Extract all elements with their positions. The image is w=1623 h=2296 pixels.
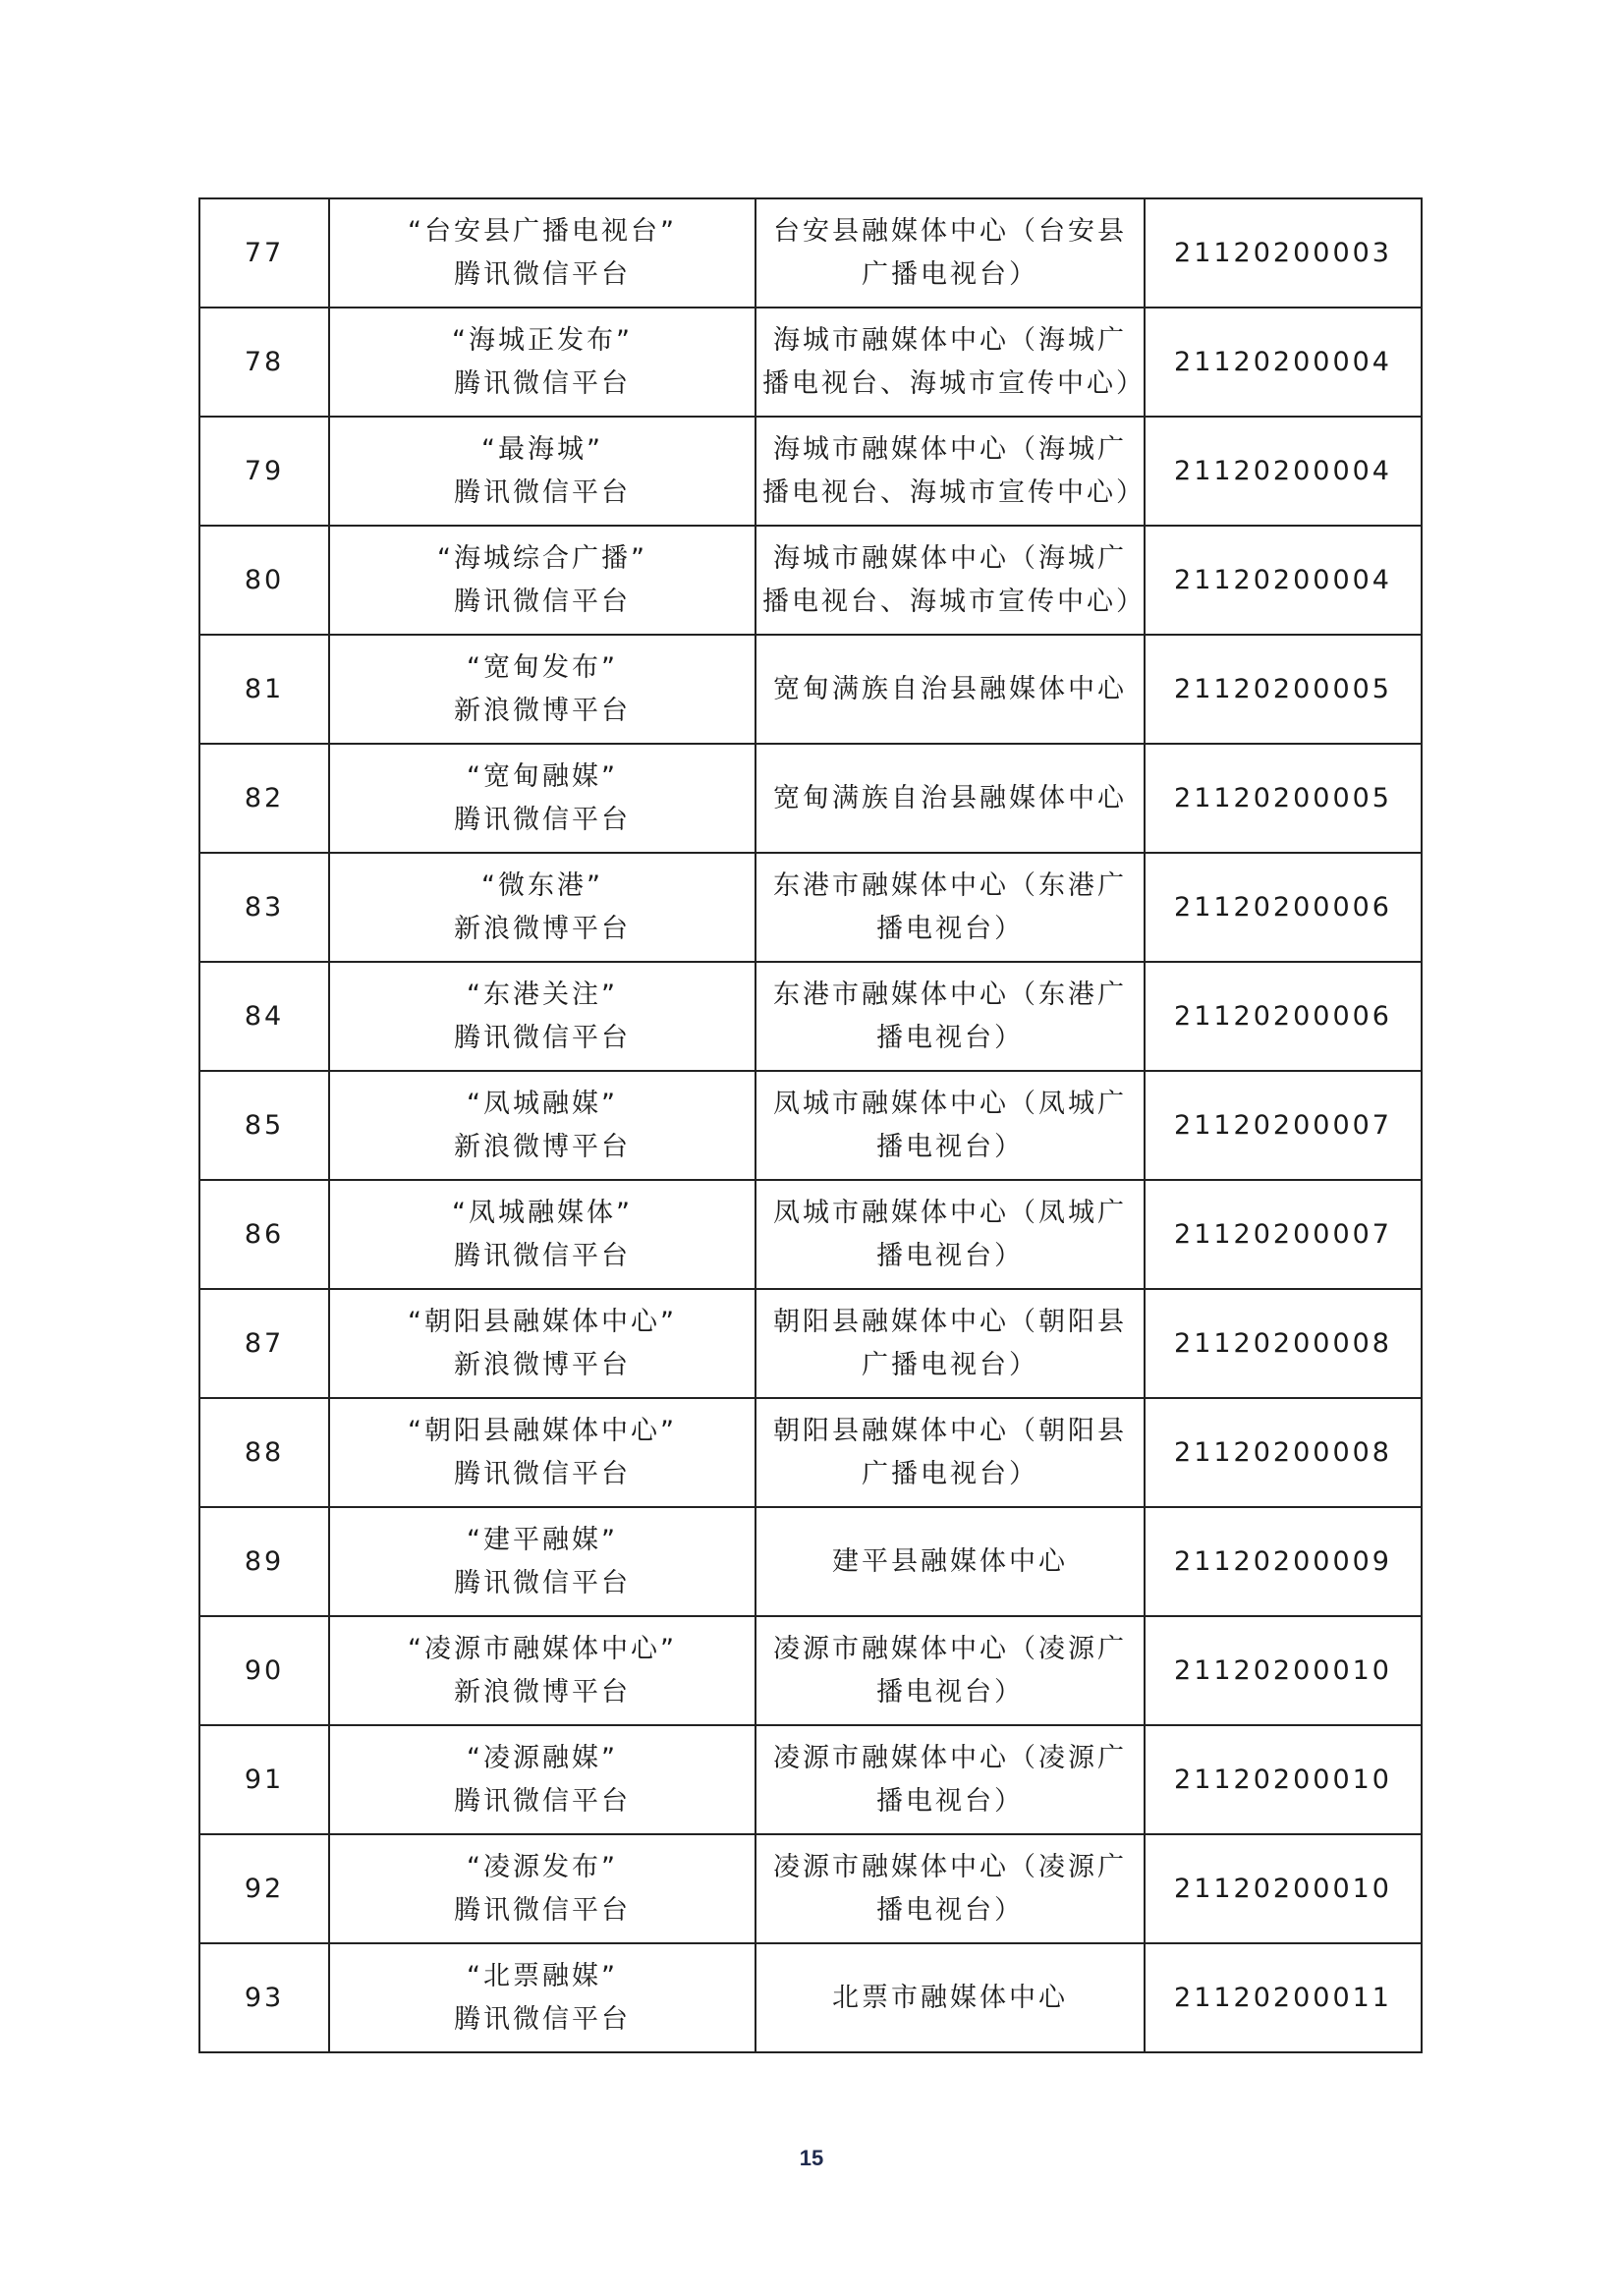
row-number: 83 <box>199 853 329 962</box>
record-table <box>198 197 1423 2053</box>
platform-name: 腾讯微信平台 <box>454 1022 631 1053</box>
platform-name: 腾讯微信平台 <box>454 1785 631 1817</box>
row-number: 87 <box>199 1289 329 1398</box>
license-code: 21120200004 <box>1145 308 1422 417</box>
account-name: “凌源市融媒体中心” <box>408 1633 677 1664</box>
table-row <box>199 744 1422 853</box>
operator-line2: 播电视台） <box>876 1785 1024 1817</box>
operator-cell <box>756 526 1145 635</box>
row-number: 90 <box>199 1616 329 1725</box>
account-name-cell <box>329 1180 756 1289</box>
operator-line1: 朝阳县融媒体中心（朝阳县 <box>773 1306 1127 1337</box>
operator-cell <box>756 1725 1145 1834</box>
account-name: “东港关注” <box>467 979 618 1010</box>
operator-cell <box>756 962 1145 1071</box>
license-code: 21120200007 <box>1145 1180 1422 1289</box>
platform-name: 新浪微博平台 <box>454 695 631 726</box>
account-name: “宽甸发布” <box>467 651 618 683</box>
operator-cell <box>756 1289 1145 1398</box>
account-name: “北票融媒” <box>467 1960 618 1991</box>
operator-line1: 凌源市融媒体中心（凌源广 <box>773 1742 1127 1773</box>
operator-cell <box>756 1507 1145 1616</box>
row-number: 91 <box>199 1725 329 1834</box>
account-name-cell <box>329 1725 756 1834</box>
operator-line1: 凤城市融媒体中心（凤城广 <box>773 1197 1127 1228</box>
platform-name: 腾讯微信平台 <box>454 1894 631 1926</box>
row-number: 88 <box>199 1398 329 1507</box>
table-row <box>199 198 1422 308</box>
platform-name: 新浪微博平台 <box>454 1131 631 1162</box>
operator-line1: 台安县融媒体中心（台安县 <box>773 215 1127 247</box>
account-name: “台安县广播电视台” <box>408 215 677 247</box>
license-code: 21120200003 <box>1145 198 1422 308</box>
operator-line1: 凌源市融媒体中心（凌源广 <box>773 1633 1127 1664</box>
account-name-cell <box>329 308 756 417</box>
platform-name: 腾讯微信平台 <box>454 1240 631 1271</box>
platform-name: 腾讯微信平台 <box>454 2003 631 2035</box>
account-name-cell <box>329 1834 756 1943</box>
account-name-cell <box>329 1943 756 2052</box>
page-number: 15 <box>799 2146 824 2170</box>
platform-name: 新浪微博平台 <box>454 913 631 944</box>
table-row <box>199 1289 1422 1398</box>
table-row <box>199 962 1422 1071</box>
account-name-cell <box>329 962 756 1071</box>
account-name-cell <box>329 744 756 853</box>
account-name-cell <box>329 1616 756 1725</box>
license-code: 21120200009 <box>1145 1507 1422 1616</box>
operator-line1: 凌源市融媒体中心（凌源广 <box>773 1851 1127 1882</box>
operator-line2: 播电视台） <box>876 1676 1024 1708</box>
row-number: 77 <box>199 198 329 308</box>
platform-name: 腾讯微信平台 <box>454 586 631 617</box>
account-name: “建平融媒” <box>467 1524 618 1555</box>
account-name-cell <box>329 526 756 635</box>
license-code: 21120200010 <box>1145 1834 1422 1943</box>
operator-line1: 东港市融媒体中心（东港广 <box>773 869 1127 901</box>
operator-line2: 播电视台） <box>876 1894 1024 1926</box>
operator-line2: 播电视台、海城市宣传中心） <box>762 586 1146 617</box>
account-name-cell <box>329 1071 756 1180</box>
row-number: 93 <box>199 1943 329 2052</box>
operator-line1: 朝阳县融媒体中心（朝阳县 <box>773 1415 1127 1446</box>
platform-name: 腾讯微信平台 <box>454 258 631 290</box>
license-code: 21120200007 <box>1145 1071 1422 1180</box>
row-number: 85 <box>199 1071 329 1180</box>
row-number: 78 <box>199 308 329 417</box>
row-number: 86 <box>199 1180 329 1289</box>
account-name: “凌源融媒” <box>467 1742 618 1773</box>
operator-line1: 建平县融媒体中心 <box>832 1545 1068 1577</box>
operator-line1: 海城市融媒体中心（海城广 <box>773 324 1127 356</box>
operator-line1: 海城市融媒体中心（海城广 <box>773 433 1127 465</box>
account-name-cell <box>329 853 756 962</box>
operator-cell <box>756 1398 1145 1507</box>
operator-cell <box>756 853 1145 962</box>
table-row <box>199 1725 1422 1834</box>
license-code: 21120200010 <box>1145 1616 1422 1725</box>
row-number: 81 <box>199 635 329 744</box>
platform-name: 腾讯微信平台 <box>454 804 631 835</box>
operator-cell <box>756 308 1145 417</box>
operator-cell <box>756 198 1145 308</box>
operator-line1: 宽甸满族自治县融媒体中心 <box>773 673 1127 704</box>
operator-line2: 播电视台） <box>876 1022 1024 1053</box>
platform-name: 腾讯微信平台 <box>454 367 631 399</box>
account-name: “最海城” <box>481 433 603 465</box>
operator-cell <box>756 635 1145 744</box>
license-code: 21120200005 <box>1145 635 1422 744</box>
row-number: 89 <box>199 1507 329 1616</box>
row-number: 92 <box>199 1834 329 1943</box>
account-name: “凤城融媒” <box>467 1088 618 1119</box>
account-name-cell <box>329 1507 756 1616</box>
account-name-cell <box>329 1398 756 1507</box>
platform-name: 新浪微博平台 <box>454 1676 631 1708</box>
table-row <box>199 1834 1422 1943</box>
account-name-cell <box>329 417 756 526</box>
operator-line1: 东港市融媒体中心（东港广 <box>773 979 1127 1010</box>
operator-cell <box>756 1834 1145 1943</box>
license-code: 21120200006 <box>1145 962 1422 1071</box>
account-name: “海城正发布” <box>452 324 633 356</box>
row-number: 79 <box>199 417 329 526</box>
table-row <box>199 308 1422 417</box>
platform-name: 腾讯微信平台 <box>454 1567 631 1598</box>
operator-line2: 播电视台） <box>876 1131 1024 1162</box>
operator-line1: 宽甸满族自治县融媒体中心 <box>773 782 1127 813</box>
table-row <box>199 1507 1422 1616</box>
operator-cell <box>756 1071 1145 1180</box>
operator-line2: 广播电视台） <box>862 258 1038 290</box>
operator-line1: 北票市融媒体中心 <box>832 1982 1068 2013</box>
license-code: 21120200004 <box>1145 526 1422 635</box>
account-name-cell <box>329 635 756 744</box>
operator-cell <box>756 1616 1145 1725</box>
account-name: “宽甸融媒” <box>467 760 618 792</box>
table-row <box>199 635 1422 744</box>
table-row <box>199 1071 1422 1180</box>
table-row <box>199 1616 1422 1725</box>
license-code: 21120200010 <box>1145 1725 1422 1834</box>
account-name: “凌源发布” <box>467 1851 618 1882</box>
account-name: “海城综合广播” <box>437 542 647 574</box>
operator-line2: 播电视台） <box>876 1240 1024 1271</box>
operator-line2: 播电视台、海城市宣传中心） <box>762 367 1146 399</box>
operator-line2: 播电视台） <box>876 913 1024 944</box>
platform-name: 腾讯微信平台 <box>454 1458 631 1489</box>
license-code: 21120200011 <box>1145 1943 1422 2052</box>
account-name: “微东港” <box>481 869 603 901</box>
table-row <box>199 526 1422 635</box>
operator-line2: 广播电视台） <box>862 1458 1038 1489</box>
operator-cell <box>756 1180 1145 1289</box>
account-name: “凤城融媒体” <box>452 1197 633 1228</box>
license-code: 21120200006 <box>1145 853 1422 962</box>
license-code: 21120200008 <box>1145 1289 1422 1398</box>
row-number: 80 <box>199 526 329 635</box>
operator-line1: 凤城市融媒体中心（凤城广 <box>773 1088 1127 1119</box>
table-row <box>199 417 1422 526</box>
table-row <box>199 1180 1422 1289</box>
operator-cell <box>756 417 1145 526</box>
table-body <box>199 198 1422 2052</box>
table-row <box>199 1398 1422 1507</box>
table-row <box>199 853 1422 962</box>
row-number: 84 <box>199 962 329 1071</box>
account-name: “朝阳县融媒体中心” <box>408 1306 677 1337</box>
table-row <box>199 1943 1422 2052</box>
operator-cell <box>756 744 1145 853</box>
platform-name: 腾讯微信平台 <box>454 476 631 508</box>
account-name: “朝阳县融媒体中心” <box>408 1415 677 1446</box>
license-code: 21120200004 <box>1145 417 1422 526</box>
row-number: 82 <box>199 744 329 853</box>
operator-cell <box>756 1943 1145 2052</box>
operator-line2: 播电视台、海城市宣传中心） <box>762 476 1146 508</box>
operator-line1: 海城市融媒体中心（海城广 <box>773 542 1127 574</box>
license-code: 21120200008 <box>1145 1398 1422 1507</box>
account-name-cell <box>329 1289 756 1398</box>
platform-name: 新浪微博平台 <box>454 1349 631 1380</box>
operator-line2: 广播电视台） <box>862 1349 1038 1380</box>
license-code: 21120200005 <box>1145 744 1422 853</box>
account-name-cell <box>329 198 756 308</box>
